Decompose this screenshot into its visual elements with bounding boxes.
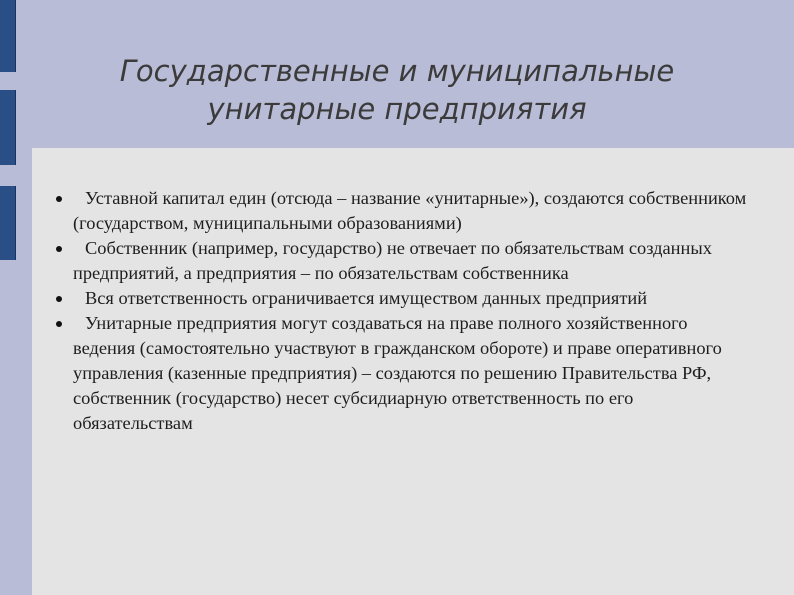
bullet-text: Унитарные предприятия могут создаваться на праве полного хозяйственного ведения (самостоятельно участвуют в гражданском обороте) и праве оперативного управления (казенные предприятия) – создаются по решению Правительства РФ, собственник (государство) несет субсидиарную ответственность по его обязательствам: [73, 313, 722, 433]
bullet-item: [73, 236, 753, 286]
slide-title-line-1: Государственные и муниципальные: [119, 54, 675, 88]
bullet-dot-icon: [56, 196, 62, 202]
decorative-bar: [0, 186, 16, 260]
bullet-item: [73, 311, 753, 436]
decorative-bar: [0, 0, 16, 72]
bullet-item: [73, 186, 753, 236]
content-panel: [32, 148, 794, 595]
slide-title: [40, 52, 754, 128]
bullet-dot-icon: [56, 321, 62, 327]
bullet-text: Вся ответственность ограничивается имуществом данных предприятий: [85, 288, 648, 308]
slide-title-line-2: унитарные предприятия: [207, 92, 587, 126]
bullet-item: [73, 286, 753, 311]
bullet-list: [73, 186, 753, 436]
bullet-text: Собственник (например, государство) не отвечает по обязательствам созданных предприятий, а предприятия – по обязательствам собственника: [73, 238, 712, 283]
decorative-bar: [0, 90, 16, 165]
bullet-dot-icon: [56, 296, 62, 302]
bullet-dot-icon: [56, 246, 62, 252]
bullet-text: Уставной капитал един (отсюда – название «унитарные»), создаются собственником (государством, муниципальными образованиями): [73, 188, 747, 233]
